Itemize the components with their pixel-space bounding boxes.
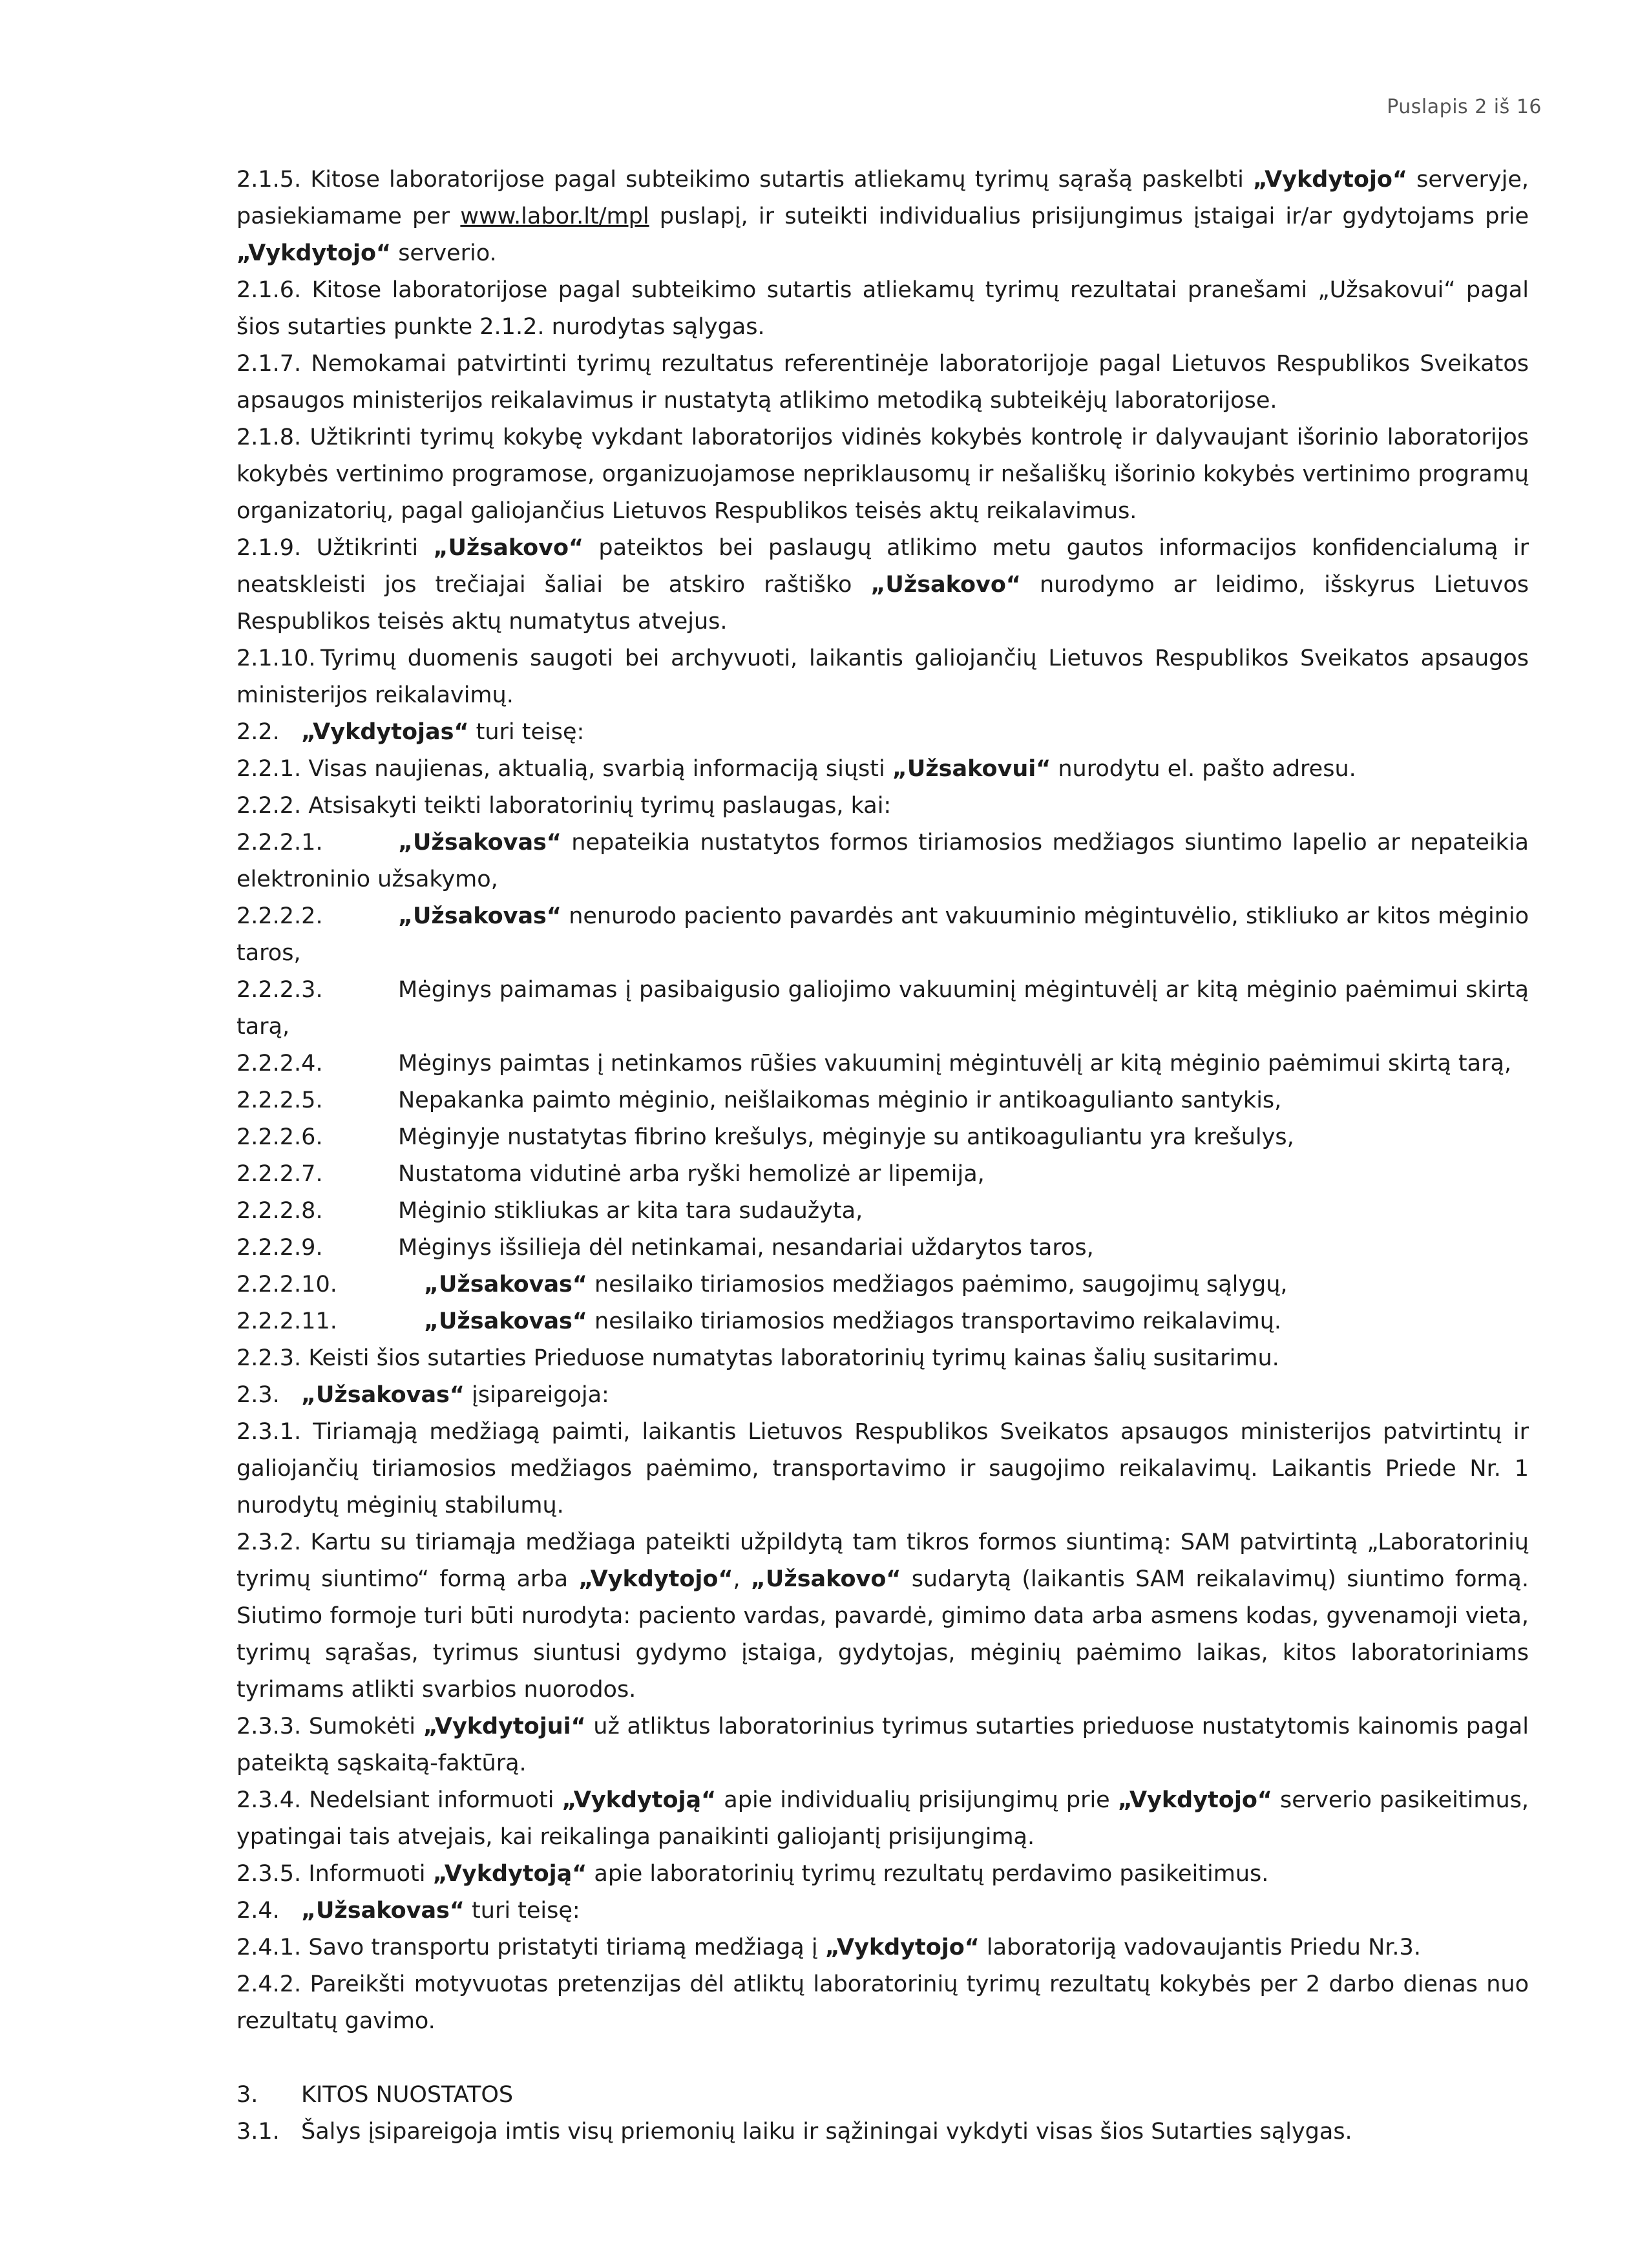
clause-2-2-2-9: 2.2.2.9. Mėginys išsilieja dėl netinkamai, nesandariai uždarytos taros,	[236, 1235, 1094, 1261]
clause-2-2-2-5: 2.2.2.5. Nepakanka paimto mėginio, neišlaikomas mėginio ir antikoagulianto santykis,	[236, 1087, 1282, 1113]
clause-2-3: 2.3. „Užsakovas“ įsipareigoja:	[236, 1382, 609, 1408]
clause-2-1-5: 2.1.5. Kitose laboratorijose pagal subteikimo sutartis atliekamų tyrimų sąrašą paskelbti „Vykdytojo“ serveryje, pasiekiamame per www.labor.lt/mpl puslapį, ir suteikti individualius prisijungimus įstaigai ir/ar gydytojams prie „Vykdytojo“ serverio.	[236, 167, 1529, 266]
clause-2-4: 2.4. „Užsakovas“ turi teisę:	[236, 1898, 580, 1924]
clause-2-1-7: 2.1.7. Nemokamai patvirtinti tyrimų rezultatus referentinėje laboratorijoje pagal Lietuvos Respublikos Sveikatos apsaugos ministerijos reikalavimus ir nustatytą atlikimo metodiką subteikėjų laboratorijose.	[236, 351, 1529, 414]
clause-2-2-2-8: 2.2.2.8. Mėginio stikliukas ar kita tara sudaužyta,	[236, 1198, 863, 1224]
clause-2-4-1: 2.4.1. Savo transportu pristatyti tiriamą medžiagą į „Vykdytojo“ laboratoriją vadovaujantis Priedu Nr.3.	[236, 1935, 1421, 1960]
clause-2-3-5: 2.3.5. Informuoti „Vykdytoją“ apie laboratorinių tyrimų rezultatų perdavimo pasikeitimus.	[236, 1861, 1269, 1887]
clause-2-3-4: 2.3.4. Nedelsiant informuoti „Vykdytoją“ apie individualių prisijungimų prie „Vykdytojo“ serverio pasikeitimus, ypatingai tais atvejais, kai reikalinga panaikinti galiojantį prisijungimą.	[236, 1787, 1529, 1850]
clause-2-2: 2.2. „Vykdytojas“ turi teisę:	[236, 719, 585, 745]
clause-2-2-3: 2.2.3. Keisti šios sutarties Prieduose numatytas laboratorinių tyrimų kainas šalių susitarimu.	[236, 1345, 1279, 1371]
clause-2-3-2: 2.3.2. Kartu su tiriamąja medžiaga pateikti užpildytą tam tikros formos siuntimą: SAM patvirtintą „Laboratorinių tyrimų siuntimo“ formą arba „Vykdytojo“, „Užsakovo“ sudarytą (laikantis SAM reikalavimų) siuntimo formą. Siutimo formoje turi būti nurodyta: paciento vardas, pavardė, gimimo data arba asmens kodas, gyvenamoji vieta, tyrimų sąrašas, tyrimus siuntusi gydymo įstaiga, gydytojas, mėginių paėmimo laikas, kitos laboratoriniams tyrimams atlikti svarbios nuorodos.	[236, 1529, 1529, 1703]
clause-2-2-2: 2.2.2. Atsisakyti teikti laboratorinių tyrimų paslaugas, kai:	[236, 793, 892, 819]
labor-mpl-link[interactable]: www.labor.lt/mpl	[460, 204, 649, 229]
clause-2-2-2-10: 2.2.2.10. „Užsakovas“ nesilaiko tiriamosios medžiagos paėmimo, saugojimų sąlygų,	[236, 1272, 1288, 1297]
clause-2-2-2-1: 2.2.2.1. „Užsakovas“ nepateikia nustatytos formos tiriamosios medžiagos siuntimo lapelio ar nepateikia elektroninio užsakymo,	[236, 830, 1529, 892]
section-3-heading: 3. KITOS NUOSTATOS	[236, 2082, 514, 2108]
page-number: Puslapis 2 iš 16	[1387, 96, 1542, 118]
clause-2-2-1: 2.2.1. Visas naujienas, aktualią, svarbią informaciją siųsti „Užsakovui“ nurodytu el. pašto adresu.	[236, 756, 1356, 782]
document-body	[236, 162, 1529, 2150]
clause-2-1-10: 2.1.10. Tyrimų duomenis saugoti bei archyvuoti, laikantis galiojančių Lietuvos Respublikos Sveikatos apsaugos ministerijos reikalavimų.	[236, 646, 1529, 708]
clause-2-3-1: 2.3.1. Tiriamąją medžiagą paimti, laikantis Lietuvos Respublikos Sveikatos apsaugos ministerijos patvirtintų ir galiojančių tiriamosios medžiagos paėmimo, transportavimo ir saugojimo reikalavimų. Laikantis Priede Nr. 1 nurodytų mėginių stabilumų.	[236, 1419, 1529, 1518]
clause-2-3-3: 2.3.3. Sumokėti „Vykdytojui“ už atliktus laboratorinius tyrimus sutarties prieduose nustatytomis kainomis pagal pateiktą sąskaitą-faktūrą.	[236, 1714, 1529, 1776]
clause-2-1-6: 2.1.6. Kitose laboratorijose pagal subteikimo sutartis atliekamų tyrimų rezultatai pranešami „Užsakovui“ pagal šios sutarties punkte 2.1.2. nurodytas sąlygas.	[236, 277, 1529, 340]
clause-2-1-9: 2.1.9. Užtikrinti „Užsakovo“ pateiktos bei paslaugų atlikimo metu gautos informacijos konfidencialumą ir neatskleisti jos trečiajai šaliai be atskiro raštiško „Užsakovo“ nurodymo ar leidimo, išskyrus Lietuvos Respublikos teisės aktų numatytus atvejus.	[236, 535, 1529, 635]
clause-2-2-2-2: 2.2.2.2. „Užsakovas“ nenurodo paciento pavardės ant vakuuminio mėgintuvėlio, stikliuko ar kitos mėginio taros,	[236, 903, 1529, 966]
clause-3-1: 3.1. Šalys įsipareigoja imtis visų priemonių laiku ir sąžiningai vykdyti visas šios Sutarties sąlygas.	[236, 2119, 1352, 2145]
clause-2-2-2-11: 2.2.2.11. „Užsakovas“ nesilaiko tiriamosios medžiagos transportavimo reikalavimų.	[236, 1308, 1282, 1334]
section-spacer	[236, 2040, 1529, 2077]
clause-2-2-2-7: 2.2.2.7. Nustatoma vidutinė arba ryški hemolizė ar lipemija,	[236, 1161, 985, 1187]
clause-2-1-8: 2.1.8. Užtikrinti tyrimų kokybę vykdant laboratorijos vidinės kokybės kontrolę ir dalyvaujant išorinio laboratorijos kokybės vertinimo programose, organizuojamose nepriklausomų ir nešališkų išorinio kokybės vertinimo programų organizatorių, pagal galiojančius Lietuvos Respublikos teisės aktų reikalavimus.	[236, 425, 1529, 524]
clause-2-2-2-4: 2.2.2.4. Mėginys paimtas į netinkamos rūšies vakuuminį mėgintuvėlį ar kitą mėginio paėmimui skirtą tarą,	[236, 1051, 1512, 1076]
clause-2-4-2: 2.4.2. Pareikšti motyvuotas pretenzijas dėl atliktų laboratorinių tyrimų rezultatų kokybės per 2 darbo dienas nuo rezultatų gavimo.	[236, 1971, 1529, 2034]
clause-2-2-2-6: 2.2.2.6. Mėginyje nustatytas fibrino krešulys, mėginyje su antikoaguliantu yra krešulys,	[236, 1124, 1294, 1150]
clause-2-2-2-3: 2.2.2.3. Mėginys paimamas į pasibaigusio galiojimo vakuuminį mėgintuvėlį ar kitą mėginio paėmimui skirtą tarą,	[236, 977, 1529, 1040]
